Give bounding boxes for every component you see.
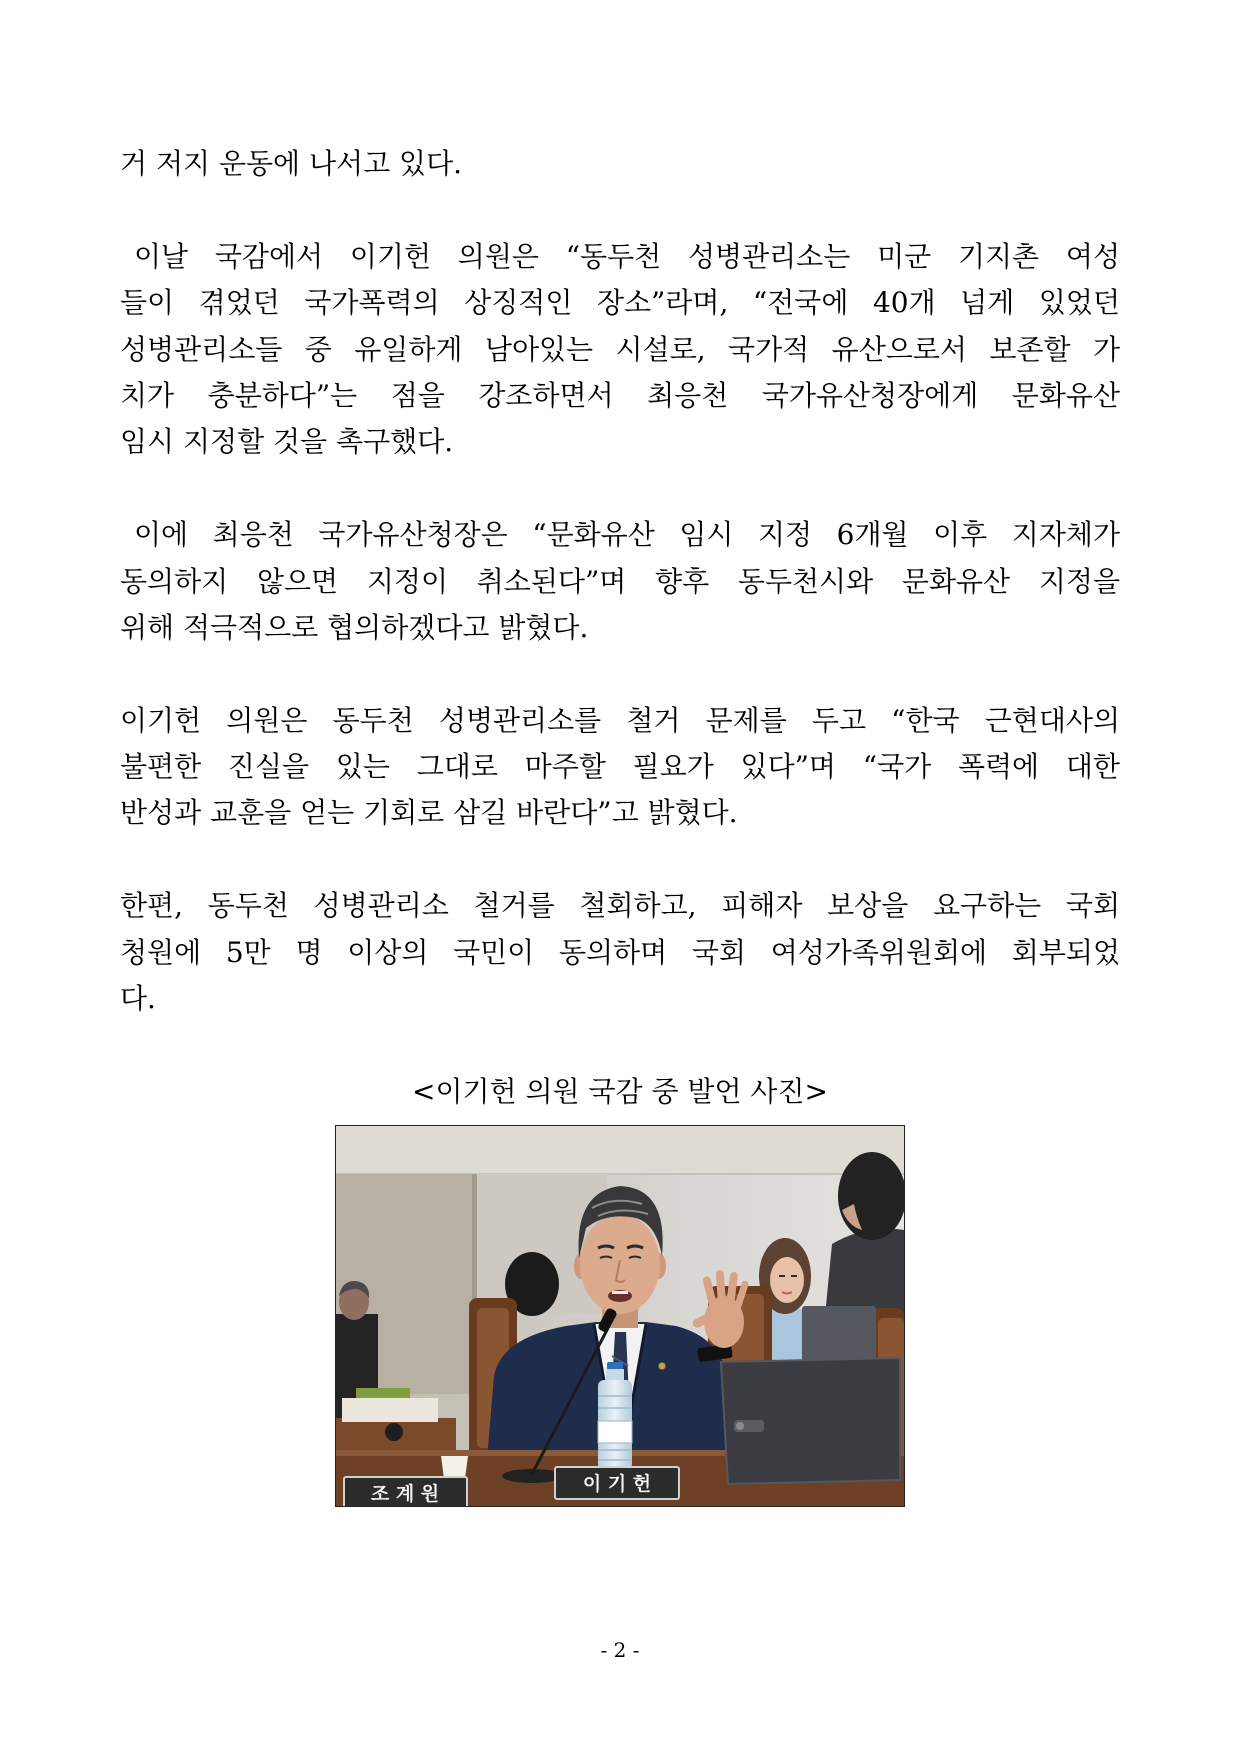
nameplate-center-text: 이 기 헌 <box>582 1473 652 1495</box>
photo <box>336 1126 904 1506</box>
text-line: 치가 충분하다”는 점을 강조하면서 최응천 국가유산청장에게 문화유산 <box>120 378 1120 412</box>
text-line: 거 저지 운동에 나서고 있다. <box>120 147 463 180</box>
page-number: - 2 - <box>600 1638 640 1662</box>
body-text <box>120 141 1120 1022</box>
nameplate-left <box>344 1477 467 1506</box>
text-line: 임시 지정할 것을 촉구했다. <box>120 425 454 459</box>
text-line: 동의하지 않으면 지정이 취소된다”며 향후 동두천시와 문화유산 지정을 <box>120 564 1120 598</box>
text-line: 들이 겪었던 국가폭력의 상징적인 장소”라며, “전국에 40개 넘게 있었던 <box>120 286 1120 320</box>
text-line: 반성과 교훈을 얻는 기회로 삼길 바란다”고 밝혔다. <box>120 796 738 830</box>
paragraph-5 <box>120 883 1120 1022</box>
photo-illustration <box>336 1126 904 1506</box>
text-line: 청원에 5만 명 이상의 국민이 동의하며 국회 여성가족위원회에 회부되었 <box>120 935 1120 969</box>
nameplate-center <box>555 1467 679 1499</box>
laptop <box>721 1358 900 1484</box>
text-line: 이기헌 의원은 동두천 성병관리소를 철거 문제를 두고 “한국 근현대사의 <box>120 703 1120 737</box>
paragraph-4 <box>120 698 1120 837</box>
paragraph-1 <box>120 141 1120 187</box>
text-line: 한편, 동두천 성병관리소 철거를 철회하고, 피해자 보상을 요구하는 국회 <box>120 889 1120 923</box>
text-line: 성병관리소들 중 유일하게 남아있는 시설로, 국가적 유산으로서 보존할 가 <box>120 332 1120 366</box>
nameplate-left-text: 조 계 원 <box>370 1483 440 1505</box>
background-laptop <box>802 1306 876 1362</box>
left-table-items <box>336 1388 456 1458</box>
lapel-pin <box>659 1363 666 1370</box>
paragraph-3 <box>120 512 1120 651</box>
text-line: 이에 최응천 국가유산청장은 “문화유산 임시 지정 6개월 이후 지자체가 <box>134 518 1120 552</box>
photo-caption: <이기헌 의원 국감 중 발언 사진> <box>411 1075 828 1108</box>
paragraph-2 <box>120 234 1120 466</box>
text-line: 이날 국감에서 이기헌 의원은 “동두천 성병관리소는 미군 기지촌 여성 <box>134 239 1120 273</box>
text-line: 위해 적극적으로 협의하겠다고 밝혔다. <box>120 610 589 644</box>
text-line: 불편한 진실을 있는 그대로 마주할 필요가 있다”며 “국가 폭력에 대한 <box>120 750 1120 784</box>
text-line: 다. <box>120 982 156 1016</box>
